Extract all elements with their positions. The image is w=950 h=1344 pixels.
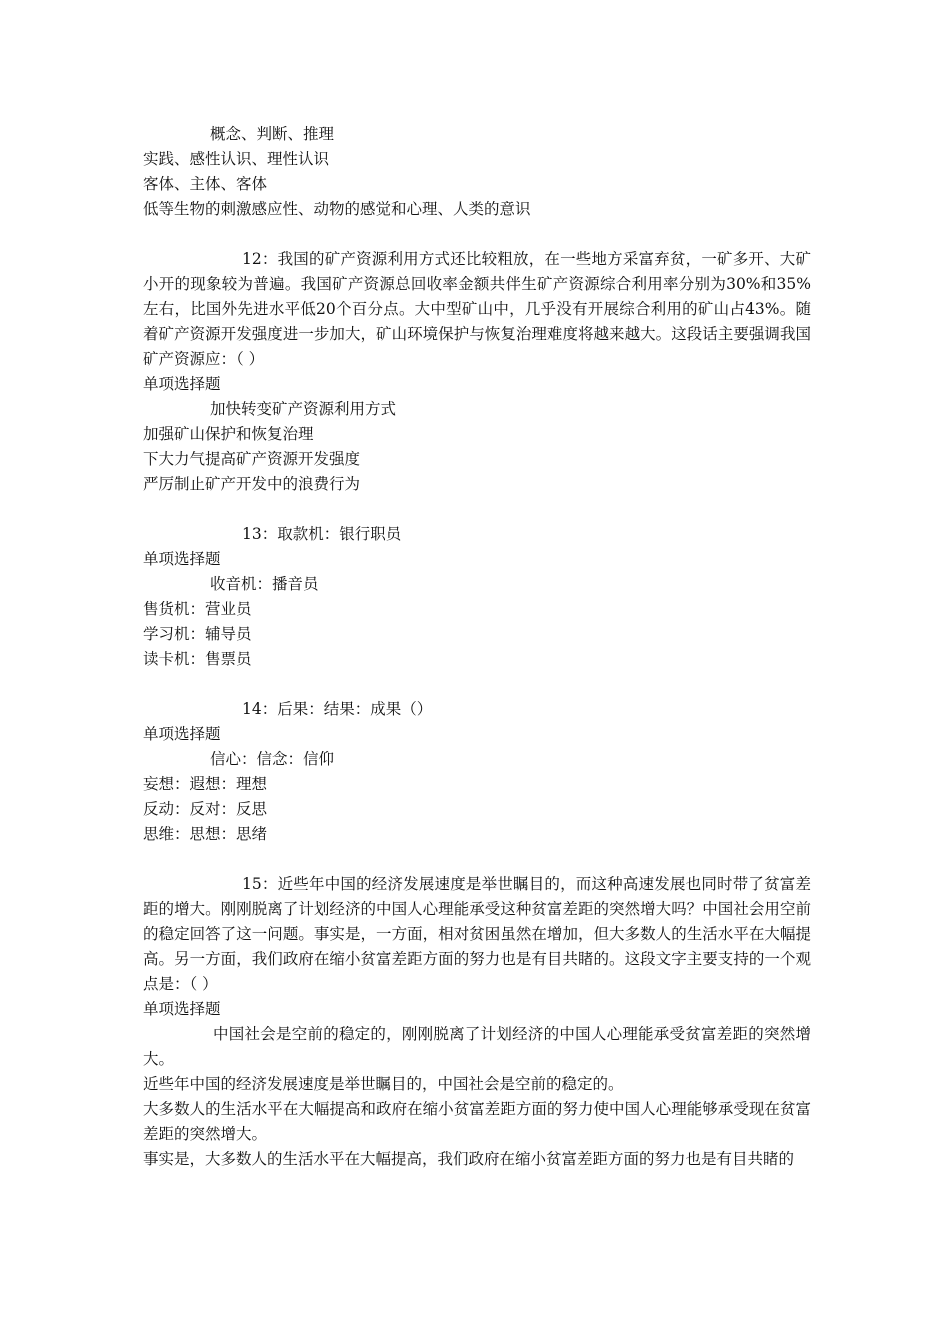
q14-stem: 14：后果：结果：成果（） [242,700,433,718]
q15-option-d: 事实是，大多数人的生活水平在大幅提高，我们政府在缩小贫富差距方面的努力也是有目共睹的 [143,1150,795,1168]
q12-option-d: 严厉制止矿产开发中的浪费行为 [143,475,361,493]
q13-block [143,522,811,672]
q12-option-b: 加强矿山保护和恢复治理 [143,425,314,443]
q15-option-a: 中国社会是空前的稳定的，刚刚脱离了计划经济的中国人心理能承受贫富差距的突然增大。 [143,1025,811,1068]
q13-type: 单项选择题 [143,550,221,568]
q15-option-c: 大多数人的生活水平在大幅提高和政府在缩小贫富差距方面的努力使中国人心理能够承受现在贫富差距的突然增大。 [143,1100,811,1143]
q12-block [143,247,811,497]
q13-option-b: 售货机：营业员 [143,600,252,618]
q14-option-b: 妄想：遐想：理想 [143,775,268,793]
q13-option-d: 读卡机：售票员 [143,650,252,668]
q11-option-c: 客体、主体、客体 [143,175,268,193]
q14-type: 单项选择题 [143,725,221,743]
q14-option-c: 反动：反对：反思 [143,800,268,818]
q15-type: 单项选择题 [143,1000,221,1018]
q13-stem: 13：取款机：银行职员 [242,525,402,543]
q12-option-a: 加快转变矿产资源利用方式 [210,400,397,418]
spacer [143,222,811,247]
q13-option-c: 学习机：辅导员 [143,625,252,643]
q14-option-d: 思维：思想：思绪 [143,825,268,843]
q11-option-b: 实践、感性认识、理性认识 [143,150,330,168]
q11-block [143,122,811,222]
q15-block [143,872,811,1172]
q14-option-a: 信心：信念：信仰 [210,750,335,768]
document-page [143,122,811,1172]
q11-option-a: 概念、判断、推理 [210,125,335,143]
q14-block [143,697,811,847]
q12-option-c: 下大力气提高矿产资源开发强度 [143,450,361,468]
q11-option-d: 低等生物的刺激感应性、动物的感觉和心理、人类的意识 [143,200,531,218]
spacer [143,672,811,697]
q13-option-a: 收音机：播音员 [210,575,319,593]
q12-type: 单项选择题 [143,375,221,393]
q15-option-b: 近些年中国的经济发展速度是举世瞩目的，中国社会是空前的稳定的。 [143,1075,624,1093]
q12-stem: 12：我国的矿产资源利用方式还比较粗放，在一些地方采富弃贫，一矿多开、大矿小开的现象较为普遍。我国矿产资源总回收率金额共伴生矿产资源综合利用率分别为30%和35%左右，比国外先进水平低20个百分点。大中型矿山中，几乎没有开展综合利用的矿山占43%。随着矿产资源开发强度进一步加大，矿山环境保护与恢复治理难度将越来越大。这段话主要强调我国矿产资源应：（ ） [143,250,811,368]
spacer [143,847,811,872]
q15-stem: 15：近些年中国的经济发展速度是举世瞩目的，而这种高速发展也同时带了贫富差距的增大。刚刚脱离了计划经济的中国人心理能承受这种贫富差距的突然增大吗？中国社会用空前的稳定回答了这一问题。事实是，一方面，相对贫困虽然在增加，但大多数人的生活水平在大幅提高。另一方面，我们政府在缩小贫富差距方面的努力也是有目共睹的。这段文字主要支持的一个观点是：（ ） [143,875,811,993]
spacer [143,497,811,522]
